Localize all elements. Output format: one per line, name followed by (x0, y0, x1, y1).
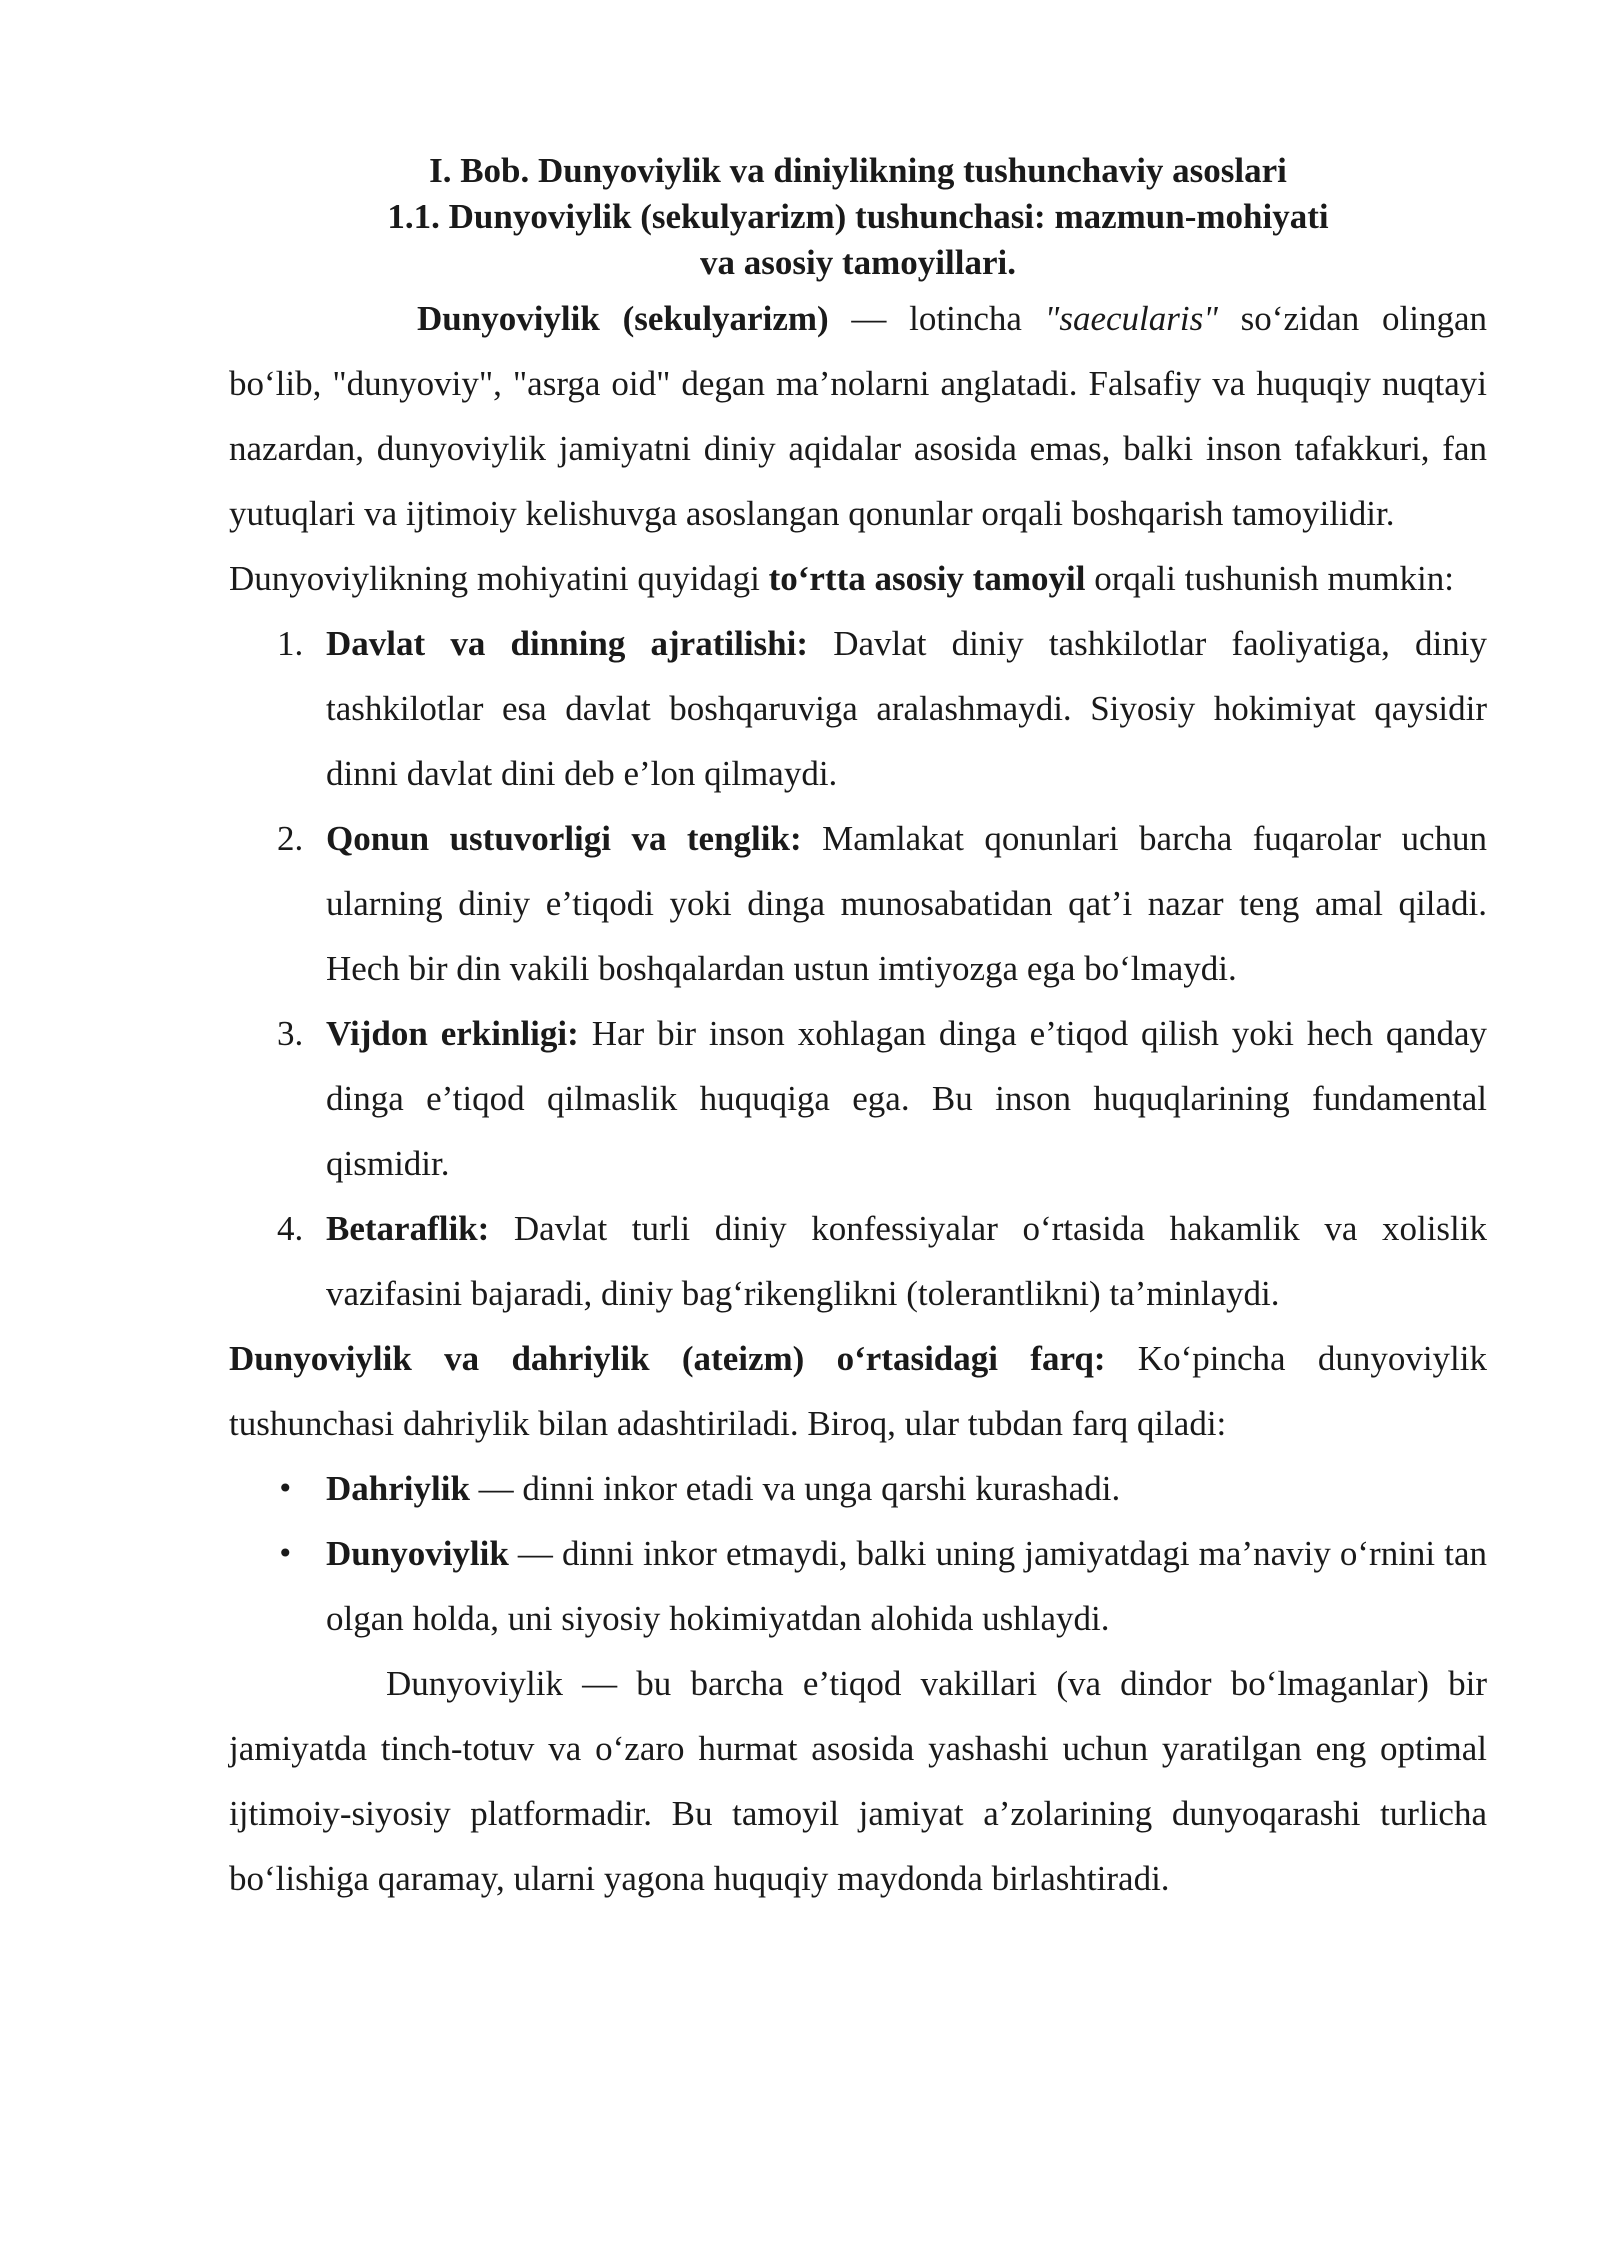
list-item-number: 1. (277, 624, 304, 663)
list-item-text: Davlat diniy tashkilotlar faoliyatiga, diniy tashkilotlar esa davlat boshqaruviga aralashmaydi. Siyosiy hokimiyat qaysidir dinni davlat dini deb e’lon qilmaydi. (326, 624, 1488, 793)
principles-intro-paragraph (229, 546, 1487, 611)
document-page (229, 148, 1487, 1911)
bullet-text: — dinni inkor etmaydi, balki uning jamiyatdagi ma’naviy o‘rnini tan olgan holda, uni siyosiy hokimiyatdan alohida ushlaydi. (326, 1534, 1487, 1638)
list-item-title: Vijdon erkinligi: (326, 1014, 579, 1053)
intro-paragraph (229, 286, 1487, 546)
bullet-icon: • (277, 1472, 294, 1505)
principles-list (229, 611, 1487, 1326)
list-item (229, 611, 1487, 806)
heading-block (229, 148, 1487, 286)
bullet-term: Dunyoviylik (326, 1534, 509, 1573)
list-item (229, 806, 1487, 1001)
list-item-title: Davlat va dinning ajratilishi: (326, 624, 809, 663)
list-item-title: Qonun ustuvorligi va tenglik: (326, 819, 802, 858)
difference-bold: Dunyoviylik va dahriylik (ateizm) o‘rtasidagi farq: (229, 1339, 1106, 1378)
intro-term: Dunyoviylik (sekulyarizm) (417, 299, 829, 338)
intro-text-1: — lotincha (828, 299, 1045, 338)
intro-text-2: so‘zidan olingan bo‘lib, "dunyoviy", "asrga oid" degan ma’nolarni anglatadi. Falsafiy va huquqiy nuqtayi nazardan, dunyoviylik jamiyatni diniy aqidalar asosida emas, balki inson tafakkuri, fan yutuqlari va ijtimoiy kelishuvga asoslangan qonunlar orqali boshqarish tamoyilidir. (229, 299, 1487, 533)
list-item-title: Betaraflik: (326, 1209, 490, 1248)
intro-latin-word: "saecularis" (1044, 299, 1218, 338)
list-item (229, 1521, 1487, 1651)
chapter-title: I. Bob. Dunyoviylik va diniylikning tushunchaviy asoslari (429, 151, 1287, 190)
list-item-number: 4. (277, 1209, 304, 1248)
bullet-text: — dinni inkor etadi va unga qarshi kurashadi. (469, 1469, 1121, 1508)
difference-text: Ko‘pincha dunyoviylik tushunchasi dahriylik bilan adashtiriladi. Biroq, ular tubdan farq qiladi: (229, 1339, 1488, 1443)
conclusion-paragraph: Dunyoviylik — bu barcha e’tiqod vakillari (va dindor bo‘lmaganlar) bir jamiyatda tinch-totuv va o‘zaro hurmat asosida yashashi uchun yaratilgan eng optimal ijtimoiy-siyosiy platformadir. Bu tamoyil jamiyat a’zolarining dunyoqarashi turlicha bo‘lishiga qaramay, ularni yagona huquqiy maydonda birlashtiradi. (229, 1664, 1487, 1898)
list-item-text: Mamlakat qonunlari barcha fuqarolar uchun ularning diniy e’tiqodi yoki dinga munosabatidan qat’i nazar teng amal qiladi. Hech bir din vakili boshqalardan ustun imtiyozga ega bo‘lmaydi. (326, 819, 1487, 988)
list-item (229, 1196, 1487, 1326)
list-item-number: 3. (277, 1014, 304, 1053)
list-item-text: Davlat turli diniy konfessiyalar o‘rtasida hakamlik va xolislik vazifasini bajaradi, diniy bag‘rikenglikni (tolerantlikni) ta’minlaydi. (326, 1209, 1487, 1313)
difference-list (229, 1456, 1487, 1651)
principles-intro-bold: to‘rtta asosiy tamoyil (768, 559, 1086, 598)
list-item (229, 1001, 1487, 1196)
principles-intro-after: orqali tushunish mumkin: (1085, 559, 1454, 598)
bullet-icon: • (277, 1537, 294, 1570)
section-title: 1.1. Dunyoviylik (sekulyarizm) tushunchasi: mazmun-mohiyati va asosiy tamoyillari. (387, 197, 1329, 282)
bullet-term: Dahriylik (326, 1469, 470, 1508)
list-item-number: 2. (277, 819, 304, 858)
principles-intro-before: Dunyoviylikning mohiyatini quyidagi (229, 559, 769, 598)
list-item-text: Har bir inson xohlagan dinga e’tiqod qilish yoki hech qanday dinga e’tiqod qilmaslik huquqiga ega. Bu inson huquqlarining fundamental qismidir. (326, 1014, 1488, 1183)
difference-paragraph (229, 1326, 1487, 1456)
list-item (229, 1456, 1487, 1521)
